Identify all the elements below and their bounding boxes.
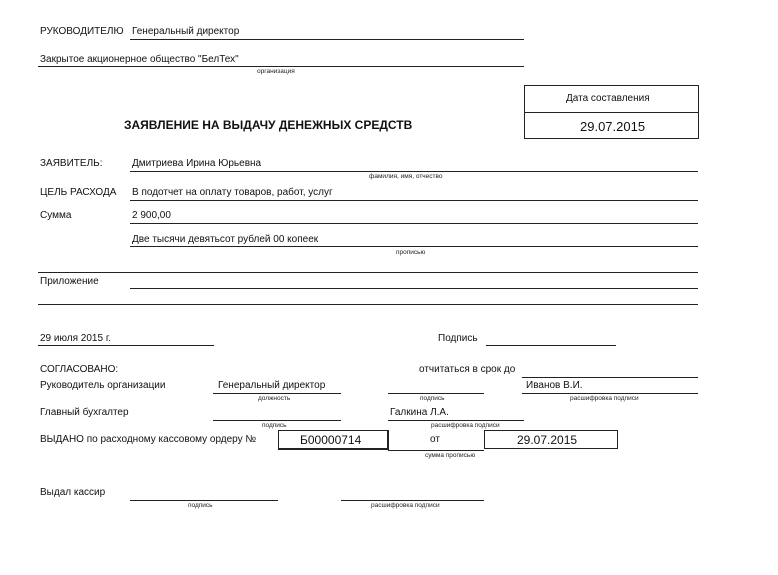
- org-line: [38, 66, 524, 67]
- signing-date-line: [38, 345, 214, 346]
- amount-line: [130, 223, 698, 224]
- accountant-name-caption: расшифровка подписи: [431, 422, 500, 429]
- purpose-label: ЦЕЛЬ РАСХОДА: [40, 187, 117, 198]
- cashier-name-line: [341, 500, 484, 501]
- accountant-signature-caption: подпись: [262, 422, 287, 429]
- manager-signature-caption: подпись: [420, 395, 445, 402]
- cashier-signature-line: [130, 500, 278, 501]
- manager-name: Иванов В.И.: [526, 380, 583, 391]
- amount-words-caption: прописью: [396, 249, 426, 256]
- applicant-caption: фамилия, имя, отчество: [369, 173, 443, 180]
- date-box-label: Дата составления: [566, 93, 650, 104]
- date-box-value: 29.07.2015: [580, 119, 646, 134]
- manager-name-caption: расшифровка подписи: [570, 395, 639, 402]
- cashier-name-caption: расшифровка подписи: [371, 502, 440, 509]
- manager-label: Руководитель организации: [40, 380, 166, 391]
- order-number: Б00000714: [300, 433, 362, 447]
- amount-words: Две тысячи девятьсот рублей 00 копеек: [132, 234, 319, 245]
- purpose-line: [130, 200, 698, 201]
- attachment-line-1: [130, 288, 698, 289]
- order-date-box: [484, 430, 618, 449]
- page-title: ЗАЯВЛЕНИЕ НА ВЫДАЧУ ДЕНЕЖНЫХ СРЕДСТВ: [124, 118, 413, 132]
- attachment-line-2: [38, 304, 698, 305]
- org-caption: организация: [257, 68, 295, 75]
- report-line: [522, 377, 698, 378]
- date-box-divider: [525, 112, 698, 113]
- purpose-value: В подотчет на оплату товаров, работ, услуг: [132, 187, 333, 198]
- applicant-value: Дмитриева Ирина Юрьевна: [132, 158, 262, 169]
- signature-label: Подпись: [438, 333, 478, 344]
- manager-name-line: [522, 393, 698, 394]
- report-label: отчитаться в срок до: [419, 364, 516, 375]
- head-line: [130, 39, 524, 40]
- attachment-label: Приложение: [40, 276, 99, 287]
- cashier-signature-caption: подпись: [188, 502, 213, 509]
- attachment-top-line: [38, 272, 698, 273]
- amount-value: 2 900,00: [132, 210, 171, 221]
- signing-date: 29 июля 2015 г.: [40, 333, 112, 344]
- date-box: [524, 85, 699, 139]
- cashier-label: Выдал кассир: [40, 487, 106, 498]
- issued-from-label: от: [430, 434, 440, 445]
- issued-sum-caption: сумма прописью: [425, 452, 476, 459]
- head-label: РУКОВОДИТЕЛЮ: [40, 26, 124, 37]
- issued-label: ВЫДАНО по расходному кассовому ордеру №: [40, 434, 257, 445]
- manager-signature-line: [388, 393, 484, 394]
- accountant-signature-line: [213, 420, 341, 421]
- applicant-label: ЗАЯВИТЕЛЬ:: [40, 158, 103, 169]
- order-date: 29.07.2015: [517, 433, 578, 447]
- accountant-name-line: [388, 420, 524, 421]
- manager-position-line: [213, 393, 341, 394]
- org-value: Закрытое акционерное общество "БелТех": [40, 54, 239, 65]
- manager-position-caption: должность: [258, 395, 291, 402]
- issued-sum-line: [388, 450, 484, 451]
- amount-label: Сумма: [40, 210, 72, 221]
- head-value: Генеральный директор: [132, 26, 240, 37]
- amount-words-line: [130, 246, 698, 247]
- approval-label: СОГЛАСОВАНО:: [40, 364, 119, 375]
- applicant-line: [130, 171, 698, 172]
- signature-line: [486, 345, 616, 346]
- accountant-label: Главный бухгалтер: [40, 407, 129, 418]
- order-number-box: [278, 430, 389, 450]
- accountant-name: Галкина Л.А.: [390, 407, 449, 418]
- manager-position: Генеральный директор: [218, 380, 326, 391]
